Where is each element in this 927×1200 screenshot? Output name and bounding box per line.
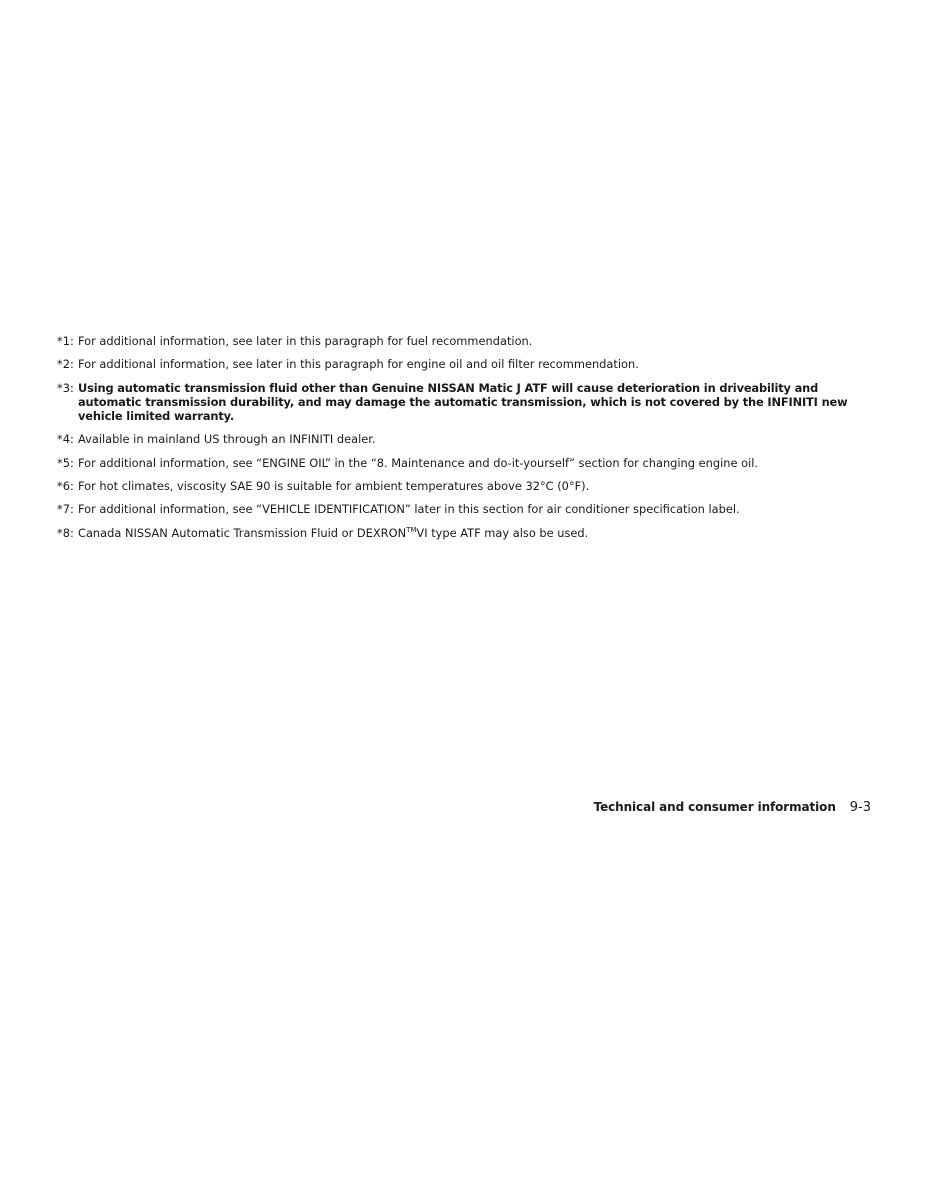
footnote-text: Using automatic transmission fluid other than Genuine NISSAN Matic J ATF will cause deterioration in driveability and automatic transmission durability, and may damage the automatic transmission, which is not covered by the INFINITI new vehicle limited warranty. (78, 380, 848, 423)
page-number: 9-3 (849, 800, 871, 815)
footnote-3-warning (57, 381, 877, 423)
footer-section-title: Technical and consumer information (593, 800, 836, 814)
footnote-marker: *1: (57, 334, 74, 348)
footnote-text-after: VI type ATF may also be used. (416, 525, 589, 540)
footnote-marker: *5: (57, 455, 74, 470)
footnote-1 (57, 334, 877, 348)
footnote-text: For additional information, see later in this paragraph for engine oil and oil filter recommendation. (78, 357, 639, 372)
footnote-6 (57, 479, 877, 493)
footnote-text: For additional information, see later in this paragraph for fuel recommendation. (78, 334, 533, 348)
footnote-text: Available in mainland US through an INFINITI dealer. (78, 432, 376, 447)
trademark-superscript: TM (406, 525, 417, 534)
footnote-7 (57, 502, 877, 516)
footnote-text: For additional information, see “ENGINE OIL” in the “8. Maintenance and do-it-yourself” section for changing engine oil. (78, 455, 759, 470)
footnote-5 (57, 456, 877, 470)
footnote-text (78, 526, 877, 540)
footnote-2 (57, 357, 877, 371)
footnote-8 (57, 526, 877, 540)
footnotes-list (57, 334, 877, 549)
footnote-text-before: Canada NISSAN Automatic Transmission Fluid or DEXRON (78, 525, 407, 540)
footnote-4 (57, 432, 877, 446)
footnote-marker: *3: (57, 380, 74, 395)
footnote-text: For additional information, see “VEHICLE IDENTIFICATION” later in this section for air conditioner specification label. (78, 502, 740, 517)
footnote-marker: *2: (57, 357, 74, 372)
footnote-marker: *6: (57, 478, 74, 493)
page-footer (594, 799, 871, 816)
footnote-marker: *7: (57, 502, 74, 517)
footnote-text: For hot climates, viscosity SAE 90 is suitable for ambient temperatures above 32°C (0°F). (78, 478, 590, 493)
footnote-marker: *4: (57, 432, 74, 447)
footnote-marker: *8: (57, 525, 74, 540)
